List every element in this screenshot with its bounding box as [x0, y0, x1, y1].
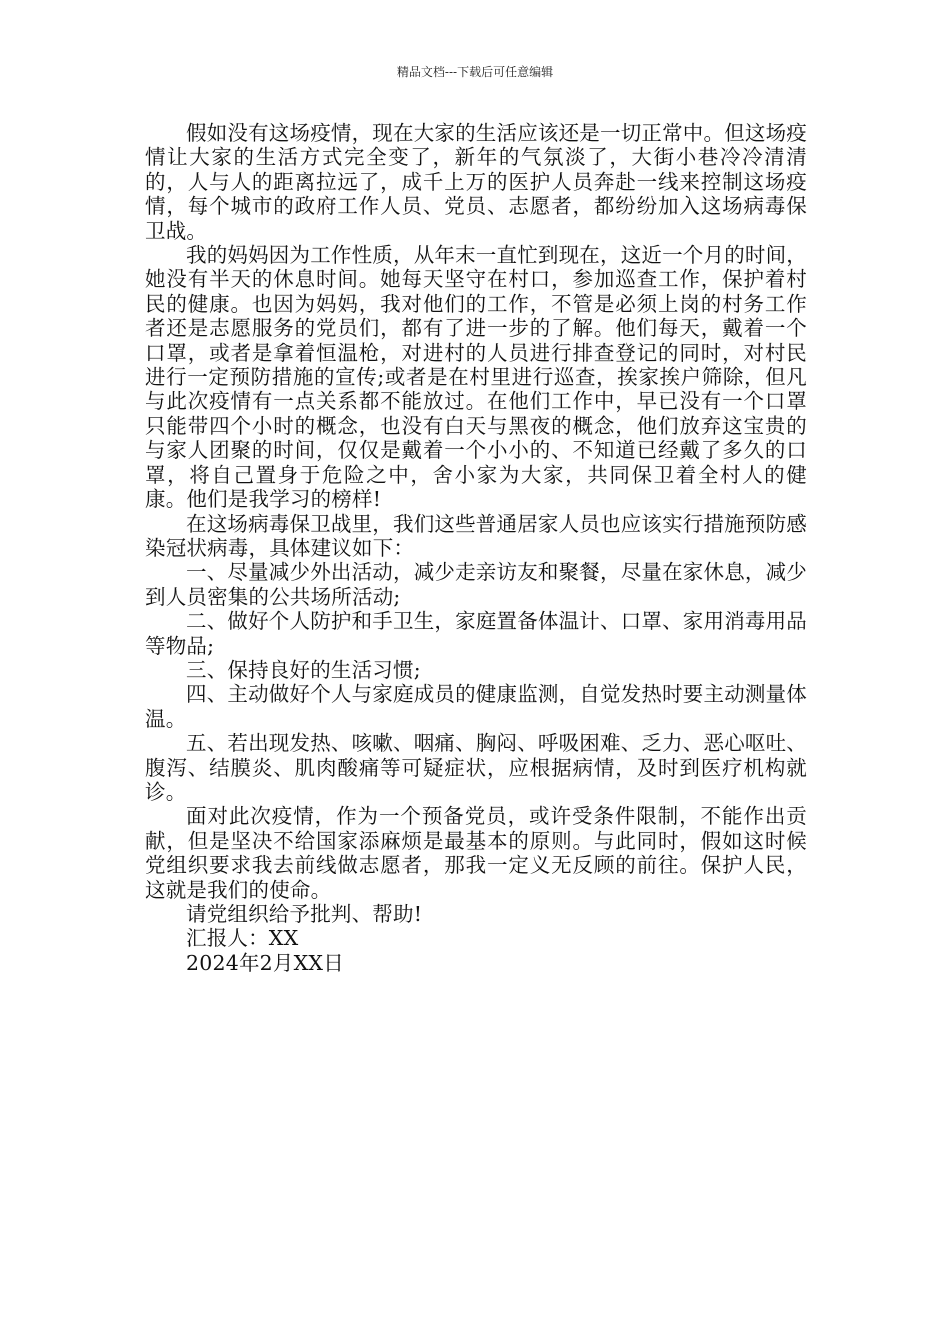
closing-request: 请党组织给予批判、帮助! — [186, 902, 423, 926]
suggestion-item-4: 四、主动做好个人与家庭成员的健康监测，自觉发热时要主动测量体温。 — [145, 682, 807, 731]
paragraph-mother-work: 我的妈妈因为工作性质，从年末一直忙到现在，这近一个月的时间，她没有半天的休息时间。她每天坚守在村口，参加巡查工作，保护着村民的健康。也因为妈妈，我对他们的工作，不管是必须上岗的村务工作者还是志愿服务的党员们，都有了进一步的了解。他们每天，戴着一个口罩，或者是拿着恒温枪，对进村的人员进行排查登记的同时，对村民进行一定预防措施的宣传;或者是在村里进行巡查，挨家挨户筛除，但凡与此次疫情有一点关系都不能放过。在他们工作中，早已没有一个口罩只能带四个小时的概念，也没有白天与黑夜的概念，他们放弃这宝贵的与家人团聚的时间，仅仅是戴着一个小小的、不知道已经戴了多久的口罩，将自己置身于危险之中，舍小家为大家，共同保卫着全村人的健康。他们是我学习的榜样! — [145, 243, 807, 512]
suggestion-item-5: 五、若出现发热、咳嗽、咽痛、胸闷、呼吸困难、乏力、恶心呕吐、腹泻、结膜炎、肌肉酸痛等可疑症状，应根据病情，及时到医疗机构就诊。 — [145, 731, 807, 804]
paragraph-suggestions-intro: 在这场病毒保卫战里，我们这些普通居家人员也应该实行措施预防感染冠状病毒，具体建议如下： — [145, 511, 807, 560]
suggestion-item-3: 三、保持良好的生活习惯; — [186, 657, 421, 682]
paragraph-conclusion: 面对此次疫情，作为一个预备党员，或许受条件限制，不能作出贡献，但是坚决不给国家添麻烦是最基本的原则。与此同时，假如这时候党组织要求我去前线做志愿者，那我一定义无反顾的前往。保护人民，这就是我们的使命。 — [145, 804, 807, 902]
suggestion-item-1: 一、尽量减少外出活动，减少走亲访友和聚餐，尽量在家休息，减少到人员密集的公共场所活动; — [145, 560, 807, 609]
report-date: 2024年2月XX日 — [186, 950, 344, 975]
paragraph-intro: 假如没有这场疫情，现在大家的生活应该还是一切正常中。但这场疫情让大家的生活方式完全变了，新年的气氛淡了，大街小巷冷冷清清的，人与人的距离拉远了，成千上万的医护人员奔赴一线来控制这场疫情，每个城市的政府工作人员、党员、志愿者，都纷纷加入这场病毒保卫战。 — [145, 121, 807, 243]
page-header: 精品文档---下载后可任意编辑 — [396, 65, 554, 79]
document-body — [145, 121, 807, 975]
reporter-line: 汇报人：XX — [186, 926, 299, 951]
suggestion-item-2: 二、做好个人防护和手卫生，家庭置备体温计、口罩、家用消毒用品等物品; — [145, 609, 807, 658]
